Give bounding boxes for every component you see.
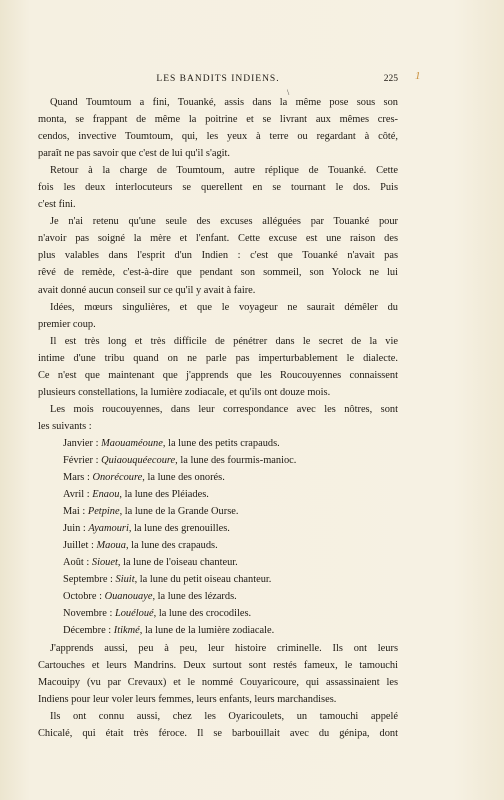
month-native-name: Ouanouaye [104,591,153,603]
month-item: Janvier : Maouaméoune, la lune des petits crapauds. [63,437,280,449]
text-line: Je n'ai retenu qu'une seule des excuses alléguées par Touanké pour [50,216,398,228]
text-line: cendos, invective Toumtoum, qui, les yeux à terre ou regardant à côté, [38,131,398,143]
text-line: J'apprends aussi, peu à peu, leur histoire criminelle. Ils ont leurs [50,642,398,654]
month-label: Novembre [63,608,107,620]
month-item: Juillet : Maoua, la lune des crapauds. [63,540,218,552]
text-line: Quand Toumtoum a fini, Touanké, assis dans la même pose sous son [50,97,398,108]
month-description: la lune des crocodiles. [158,608,252,620]
text-line: plusieurs constellations, la lumière zodiacale, et qu'ils ont douze mois. [38,386,331,398]
month-label: Octobre [63,591,97,603]
text-line: Cartouches et leurs Mandrins. Deux surtout sont restés fameux, le tamouchi [38,659,398,671]
month-item: Février : Quiaouquéecoure, la lune des fourmis-manioc. [63,454,297,466]
page-body [38,94,398,742]
month-label: Septembre [63,574,108,586]
text-line: Chicalé, qui était très féroce. Il se barbouillait avec du génipa, dont [38,727,398,739]
text-line: fois les deux interlocuteurs se querellent en se tournant le dos. Puis [38,182,398,194]
month-description: la lune de la Grande Ourse. [124,506,239,518]
month-description: la lune des crapauds. [131,540,218,552]
month-description: la lune de la lumière zodiacale. [144,625,275,637]
month-description: la lune des grenouilles. [134,523,230,535]
text-line: Idées, mœurs singulières, et que le voyageur ne saurait démêler du [50,301,398,313]
text-line: Les mois roucouyennes, dans leur correspondance avec les nôtres, sont [50,403,398,415]
text-line: rêvé de remède, c'est-à-dire que pendant son sommeil, son Yolock ne lui [38,267,398,279]
ink-tick: \ [287,88,290,97]
page-number: 225 [383,74,398,84]
month-native-name: Quiaouquéecoure [101,454,176,466]
month-label: Août [63,557,84,569]
month-native-name: Petpine [87,506,120,518]
month-item: Décembre : Itikmé, la lune de la lumière zodiacale. [63,625,275,637]
month-native-name: Itikmé [113,625,140,637]
text-line: c'est fini. [38,199,76,211]
month-description: la lune des lézards. [157,591,237,603]
month-item: Mai : Petpine, la lune de la Grande Ourse. [63,506,239,518]
month-native-name: Onorécoure [92,472,143,484]
text-line: les suivants : [38,420,92,432]
month-label: Avril [63,489,85,501]
month-label: Février [63,454,94,466]
month-label: Janvier [63,437,94,449]
month-item: Novembre : Louéloué, la lune des crocodiles. [63,608,252,620]
text-line: Ce n'est que maintenant que j'apprends que les Roucouyennes connaissent [38,369,398,381]
text-line: Macouipy (vu par Crevaux) et le nommé Couyaricoure, qui assassinaient les [38,676,398,688]
text-line: monta, se frappant de même la poitrine et se livrant aux mêmes cres- [38,114,398,126]
month-native-name: Louéloué [114,608,154,620]
month-native-name: Maouaméoune [101,437,163,449]
month-item: Avril : Enaou, la lune des Pléiades. [63,489,209,501]
month-label: Juillet [63,540,89,552]
month-native-name: Enaou [92,489,120,501]
month-item: Septembre : Siuit, la lune du petit oiseau chanteur. [63,574,272,586]
text-line: Indiens pour leur voler leurs femmes, leurs enfants, leurs marchandises. [38,693,337,705]
text-line: avait donné aucun conseil sur ce qu'il y avait à faire. [38,284,256,296]
month-description: la lune du petit oiseau chanteur. [139,574,272,586]
month-item: Juin : Ayamouri, la lune des grenouilles. [63,523,230,535]
month-item: Octobre : Ouanouaye, la lune des lézards. [63,591,237,603]
month-native-name: Maoua [96,540,126,552]
month-label: Juin [63,523,81,535]
month-label: Mars [63,472,85,484]
text-line: Retour à la charge de Toumtoum, autre réplique de Touanké. Cette [50,165,398,177]
month-description: la lune des onorés. [147,472,225,484]
month-native-name: Ayamouri [88,523,129,535]
month-description: la lune des petits crapauds. [168,437,280,449]
month-description: la lune des Pléiades. [124,489,209,501]
month-label: Décembre [63,625,106,637]
month-native-name: Siuit [115,574,135,586]
month-label: Mai [63,506,80,518]
month-item: Mars : Onorécoure, la lune des onorés. [63,472,225,484]
header-title: LES BANDITS INDIENS. [156,74,280,84]
month-list [38,435,398,640]
margin-mark: 1 [415,70,421,82]
month-native-name: Siouet [91,557,118,569]
text-line: paraît ne pas savoir que c'est de lui qu'il s'agit. [38,148,231,160]
text-line: n'avoir pas soigné la mère et l'enfant. Cette excuse est une raison des [38,233,398,245]
month-description: la lune des fourmis-manioc. [180,454,297,466]
running-header [38,74,398,88]
text-line: intime d'une tribu quand on ne parle pas imperturbablement le dialecte. [38,352,398,364]
text-line: Il est très long et très difficile de pénétrer dans le secret de la vie [50,335,398,347]
text-line: plus valables dans l'esprit d'un Indien : c'est que Touanké n'avait pas [38,250,398,262]
text-line: premier coup. [38,318,96,330]
text-line: Ils ont connu aussi, chez les Oyaricoulets, un tamouchi appelé [50,710,398,722]
month-description: la lune de l'oiseau chanteur. [123,557,238,569]
month-item: Août : Siouet, la lune de l'oiseau chanteur. [63,557,238,569]
